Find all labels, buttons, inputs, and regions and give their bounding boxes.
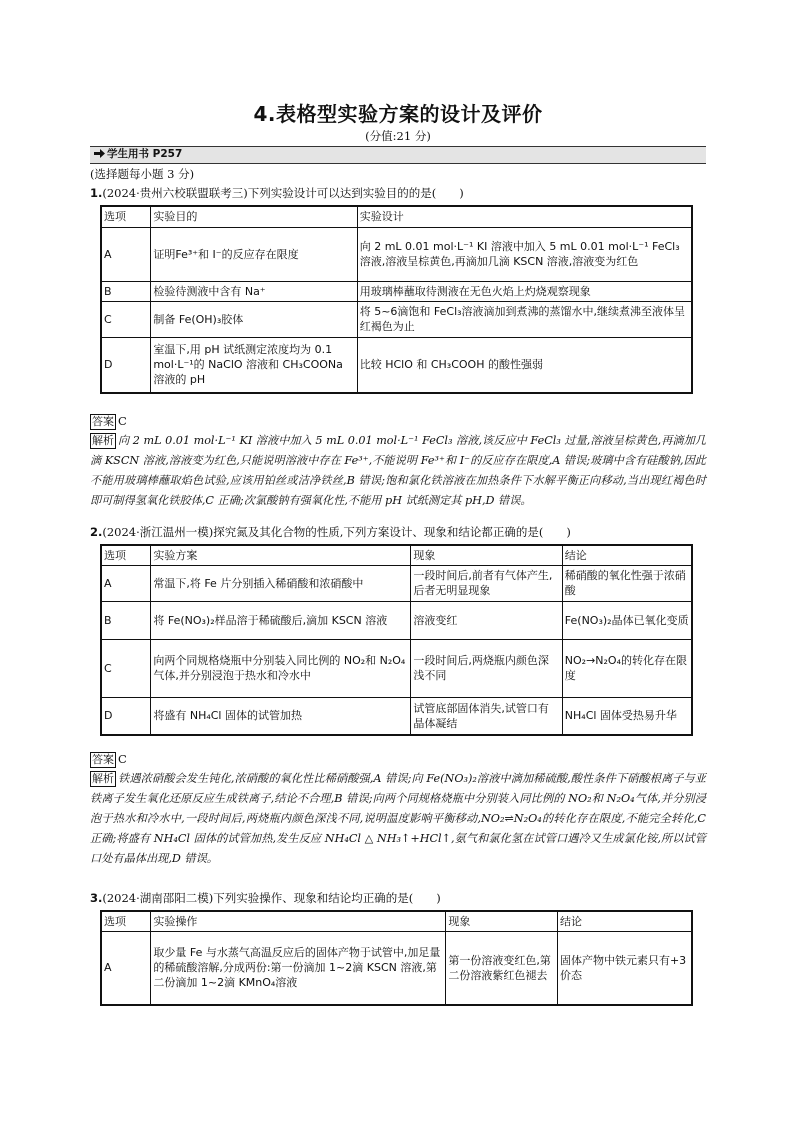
table-cell: NO₂→N₂O₄的转化存在限度	[562, 639, 692, 697]
header-cell: 现象	[411, 545, 562, 565]
table-cell: 将盛有 NH₄Cl 固体的试管加热	[151, 697, 411, 735]
student-book-banner	[90, 146, 706, 164]
table-row	[101, 301, 692, 337]
q2-table	[100, 544, 693, 736]
table-row	[101, 337, 692, 393]
option-cell: B	[101, 601, 151, 639]
table-cell: 一段时间后,两烧瓶内颜色深浅不同	[411, 639, 562, 697]
question-stem: (2024·浙江温州一模)探究氮及其化合物的性质,下列方案设计、现象和结论都正确的是( )	[102, 525, 571, 539]
table-header-row	[101, 545, 692, 565]
answer-tag: 答案	[92, 753, 114, 766]
table-cell: 制备 Fe(OH)₃胶体	[151, 301, 357, 337]
table-cell: Fe(NO₃)₂晶体已氧化变质	[562, 601, 692, 639]
question-number: 3.	[90, 891, 103, 905]
table-row	[101, 931, 692, 1005]
header-cell: 结论	[562, 545, 692, 565]
q2-answer	[90, 751, 706, 768]
table-cell: 比较 HClO 和 CH₃COOH 的酸性强弱	[357, 337, 692, 393]
question-1	[90, 185, 706, 202]
banner-text: 学生用书 P257	[107, 148, 183, 160]
question-number: 1.	[90, 186, 103, 200]
explain-tag: 解析	[92, 772, 114, 785]
table-cell: 稀硝酸的氧化性强于浓硝酸	[562, 565, 692, 601]
table-row	[101, 565, 692, 601]
arrow-icon	[94, 148, 105, 157]
table-cell: 向两个同规格烧瓶中分别装入同比例的 NO₂和 N₂O₄气体,并分别浸泡于热水和冷水中	[151, 639, 411, 697]
table-cell: 试管底部固体消失,试管口有晶体凝结	[411, 697, 562, 735]
table-cell: 常温下,将 Fe 片分别插入稀硝酸和浓硝酸中	[151, 565, 411, 601]
table-cell: 检验待测液中含有 Na⁺	[151, 281, 357, 301]
q3-table	[100, 910, 693, 1006]
table-cell: 第一份溶液变红色,第二份溶液紫红色褪去	[446, 931, 558, 1005]
explanation-text: 铁遇浓硝酸会发生钝化,浓硝酸的氧化性比稀硝酸强,A 错误;向 Fe(NO₃)₂溶液中滴加稀硫酸,酸性条件下硝酸根离子与亚铁离子发生氧化还原反应生成铁离子,结论不合理,B 错误;向两个同规格烧瓶中分别装入同比例的 NO₂和 N₂O₄气体,并分别浸泡于热水和冷水中,一段时间后,两烧瓶内颜色深浅不同,说明温度影响平衡移动,NO₂⇌N₂O₄的转化存在限度,不能完全转化,C 正确;将盛有 NH₄Cl 固体的试管加热,发生反应 NH₄Cl △ NH₃↑+HCl↑,氨气和氯化氢在试管口遇冷又生成氯化铵,所以试管口处有晶体出现,D 错误。	[90, 772, 706, 865]
explain-tag: 解析	[92, 434, 114, 447]
table-cell: 将 Fe(NO₃)₂样品溶于稀硫酸后,滴加 KSCN 溶液	[151, 601, 411, 639]
q2-explanation	[90, 769, 706, 869]
table-cell: 向 2 mL 0.01 mol·L⁻¹ KI 溶液中加入 5 mL 0.01 mol·L⁻¹ FeCl₃ 溶液,溶液呈棕黄色,再滴加几滴 KSCN 溶液,溶液变为红色	[357, 227, 692, 281]
q1-table	[100, 205, 693, 394]
q1-answer	[90, 413, 706, 430]
answer-tag: 答案	[92, 415, 114, 428]
table-row	[101, 227, 692, 281]
table-header-row	[101, 911, 692, 931]
table-cell: 固体产物中铁元素只有+3 价态	[557, 931, 692, 1005]
question-2	[90, 524, 706, 541]
header-cell: 结论	[557, 911, 692, 931]
table-cell: 溶液变红	[411, 601, 562, 639]
table-row	[101, 601, 692, 639]
header-cell: 实验设计	[357, 206, 692, 227]
option-cell: B	[101, 281, 151, 301]
option-cell: C	[101, 301, 151, 337]
table-row	[101, 281, 692, 301]
explanation-text: 向 2 mL 0.01 mol·L⁻¹ KI 溶液中加入 5 mL 0.01 mol·L⁻¹ FeCl₃ 溶液,该反应中 FeCl₃ 过量,溶液呈棕黄色,再滴加几滴 KSCN 溶液,溶液变为红色,只能说明溶液中存在 Fe³⁺,不能说明 Fe³⁺和 I⁻的反应存在限度,A 错误;玻璃中含有硅酸钠,因此不能用玻璃棒蘸取焰色试验,应该用铂丝或洁净铁丝,B 错误;饱和氯化铁溶液在加热条件下水解平衡正向移动,当出现红褐色时即可制得氢氧化铁胶体,C 正确;次氯酸钠有强氧化性,不能用 pH 试纸测定其 pH,D 错误。	[90, 434, 706, 507]
question-stem: (2024·贵州六校联盟联考三)下列实验设计可以达到实验目的的是( )	[102, 186, 464, 200]
header-cell: 选项	[101, 911, 151, 931]
option-cell: A	[101, 227, 151, 281]
header-cell: 选项	[101, 545, 151, 565]
table-cell: 将 5~6滴饱和 FeCl₃溶液滴加到煮沸的蒸馏水中,继续煮沸至液体呈红褐色为止	[357, 301, 692, 337]
table-cell: 证明Fe³⁺和 I⁻的反应存在限度	[151, 227, 357, 281]
option-cell: A	[101, 931, 151, 1005]
header-cell: 实验目的	[151, 206, 357, 227]
option-cell: D	[101, 337, 151, 393]
answer-value: C	[118, 752, 127, 766]
answer-value: C	[118, 414, 127, 428]
option-cell: C	[101, 639, 151, 697]
table-cell: 一段时间后,前者有气体产生,后者无明显现象	[411, 565, 562, 601]
page-title: 4.表格型实验方案的设计及评价	[253, 102, 543, 126]
option-cell: D	[101, 697, 151, 735]
question-number: 2.	[90, 525, 103, 539]
header-cell: 实验操作	[151, 911, 446, 931]
question-3	[90, 890, 706, 907]
header-cell: 选项	[101, 206, 151, 227]
table-row	[101, 697, 692, 735]
option-cell: A	[101, 565, 151, 601]
q1-explanation	[90, 431, 706, 511]
header-cell: 实验方案	[151, 545, 411, 565]
header-cell: 现象	[446, 911, 558, 931]
table-cell: NH₄Cl 固体受热易升华	[562, 697, 692, 735]
score-note: (分值:21 分)	[365, 129, 431, 143]
question-stem: (2024·湖南邵阳二模)下列实验操作、现象和结论均正确的是( )	[102, 891, 441, 905]
table-row	[101, 639, 692, 697]
table-cell: 用玻璃棒蘸取待测液在无色火焰上灼烧观察现象	[357, 281, 692, 301]
section-note: (选择题每小题 3 分)	[90, 167, 195, 181]
table-header-row	[101, 206, 692, 227]
table-cell: 取少量 Fe 与水蒸气高温反应后的固体产物于试管中,加足量的稀硫酸溶解,分成两份:第一份滴加 1~2滴 KSCN 溶液,第二份滴加 1~2滴 KMnO₄溶液	[151, 931, 446, 1005]
table-cell: 室温下,用 pH 试纸测定浓度均为 0.1 mol·L⁻¹的 NaClO 溶液和 CH₃COONa 溶液的 pH	[151, 337, 357, 393]
